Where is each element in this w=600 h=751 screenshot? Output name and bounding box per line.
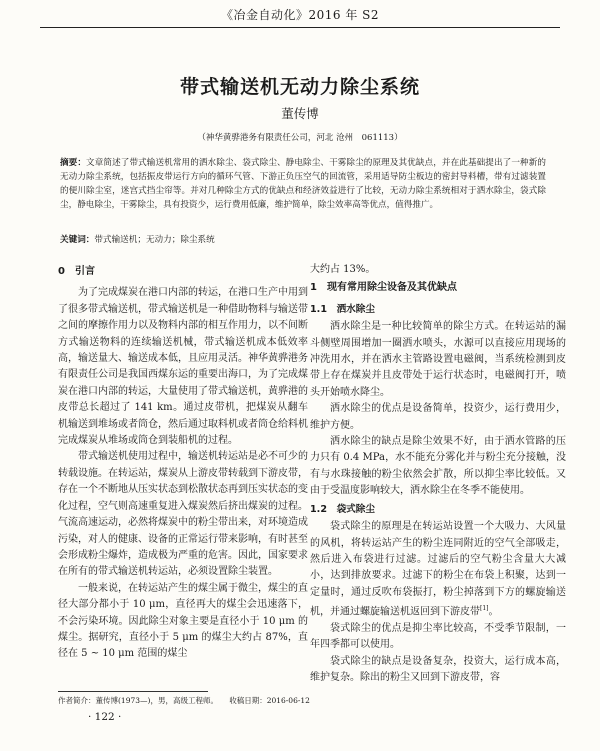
keywords-text: 带式输送机；无动力；除尘系统 xyxy=(94,235,215,245)
footnote: 作者简介：董传博(1973—)，男，高级工程师。 收稿日期：2016-06-12 xyxy=(58,696,310,705)
paragraph: 带式输送机使用过程中，输送机转运站是必不可少的转载设施。在转运站，煤炭从上游皮带转载到下游皮带，存在一个不断地从压实状态到松散状态再到压实状态的变化过程，空气则高速重复进入煤炭然后挤出煤炭的过程。气流高速运动，必然将煤炭中的粉尘带出来，对环境造成污染，对人的健康、设备的正常运行带来影响，有时甚至会形成粉尘爆炸，造成极为严重的危害。因此，国家要求在所有的带式输送机转运站，必须设置除尘装置。 xyxy=(58,451,308,578)
subsection-heading-bag-filter: 1.2 袋式除尘 xyxy=(310,503,375,515)
paragraph: 一般来说，在转运站产生的煤尘属于微尘，煤尘的直径大部分都小于 10 μm，直径再大的煤尘会迅速落下，不会污染环境。因此除尘对象主要是直径小于 10 μm 的煤尘。据研究，直径小于 5 μm 的煤尘大约占 87%，直径在 5 ~ 10 μm 范围的煤尘 xyxy=(58,582,308,660)
author-name: 董传博 xyxy=(281,106,319,121)
article-title: 带式输送机无动力除尘系统 xyxy=(179,76,420,98)
right-column xyxy=(310,262,566,686)
section-heading-dust-equipment: 1 现有常用除尘设备及其优缺点 xyxy=(310,282,457,294)
citation-ref[interactable]: [1] xyxy=(480,605,489,613)
paragraph: 为了完成煤炭在港口内部的转运，在港口生产中用到了很多带式输送机，带式输送机是一种借助物料与输送带之间的摩擦作用力以及物料内部的相互作用力，以不间断方式输送物料的连续输送机械，带式输送机成本低效率高，输送量大、输送成本低，且应用灵活。神华黄骅港务有限责任公司是我国西煤东运的重要出海口，为了完成煤炭在港口内部的转运，大量使用了带式输送机，黄骅港的皮带总长超过了 141 km。通过皮带机，把煤炭从翻车机输送到堆场或者筒仓，然后通过取料机或者筒仓给料机完成煤炭从堆场或筒仓到装船机的过程。 xyxy=(58,287,308,447)
paragraph-text: 袋式除尘的原理是在转运站设置一个大吸力、大风量的风机，将转运站产生的粉尘连同附近的空气全部吸走，然后进入布袋进行过滤。过滤后的空气粉尘含量大大减小，达到排放要求。过滤下的粉尘在布袋上积聚，达到一定量时，通过反吹布袋振打，粉尘掉落到下方的螺旋输送机，并通过螺旋输送机返回到下游皮带 xyxy=(310,521,566,618)
footnote-rule xyxy=(58,691,208,692)
paragraph: 袋式除尘的缺点是设备复杂，投资大，运行成本高，维护复杂。除出的粉尘又回到下游皮带，容 xyxy=(310,655,566,684)
paragraph-continuation: 大约占 13%。 xyxy=(310,264,376,275)
paragraph: 洒水除尘是一种比较简单的除尘方式。在转运站的漏斗侧壁周围增加一圈洒水喷头，水源可以直接应用现场的冲洗用水，并在洒水主管路设置电磁阀，当系统检测到皮带上存在煤炭并且皮带处于运行状态时，电磁阀打开，喷头开始喷水降尘。 xyxy=(310,321,566,398)
paragraph xyxy=(310,519,566,621)
running-head: 《冶金自动化》2016 年 S2 xyxy=(220,8,380,22)
keywords xyxy=(60,233,546,247)
abstract-text: 文章简述了带式输送机常用的洒水除尘、袋式除尘、静电除尘、干雾除尘的原理及其优缺点，并在此基础提出了一种新的无动力除尘系统，包括振皮带运行方向的循环气管、下游正负压空气的回流管，采用适导防尘板边的密封导料槽，带有过滤装置的便川除尘室，迷宫式挡尘帘等。并对几种除尘方式的优缺点和经济效益进行了比较，无动力除尘系统相对于洒水除尘，袋式除尘，静电除尘，干雾除尘，具有投资少，运行费用低廉，维护简单，除尘效率高等优点，值得推广。 xyxy=(60,158,546,210)
paragraph: 洒水除尘的优点是设备简单，投资少，运行费用少，维护方便。 xyxy=(310,403,566,431)
left-column xyxy=(58,262,308,663)
header-rule xyxy=(40,27,560,28)
paragraph: 洒水除尘的缺点是除尘效果不好，由于洒水管路的压力只有 0.4 MPa，水不能充分雾化并与粉尘充分接触，没有与水珠接触的粉尘依然会扩散，所以抑尘率比较低。又由于受温度影响较大，洒水除尘在冬季不能使用。 xyxy=(310,436,566,497)
author-affiliation: （神华黄骅港务有限责任公司，河北 沧州 061113） xyxy=(197,133,403,143)
keywords-label: 关键词： xyxy=(60,235,95,245)
paragraph-tail: 。 xyxy=(488,606,499,618)
page-number: · 122 · xyxy=(88,711,122,723)
section-heading-introduction: 0 引言 xyxy=(58,266,95,277)
abstract-label: 摘要： xyxy=(60,158,87,168)
subsection-heading-water-spray: 1.1 洒水除尘 xyxy=(310,303,375,315)
abstract xyxy=(60,156,546,212)
paragraph: 袋式除尘的优点是抑尘率比较高，不受季节限制，一年四季都可以使用。 xyxy=(310,622,566,651)
